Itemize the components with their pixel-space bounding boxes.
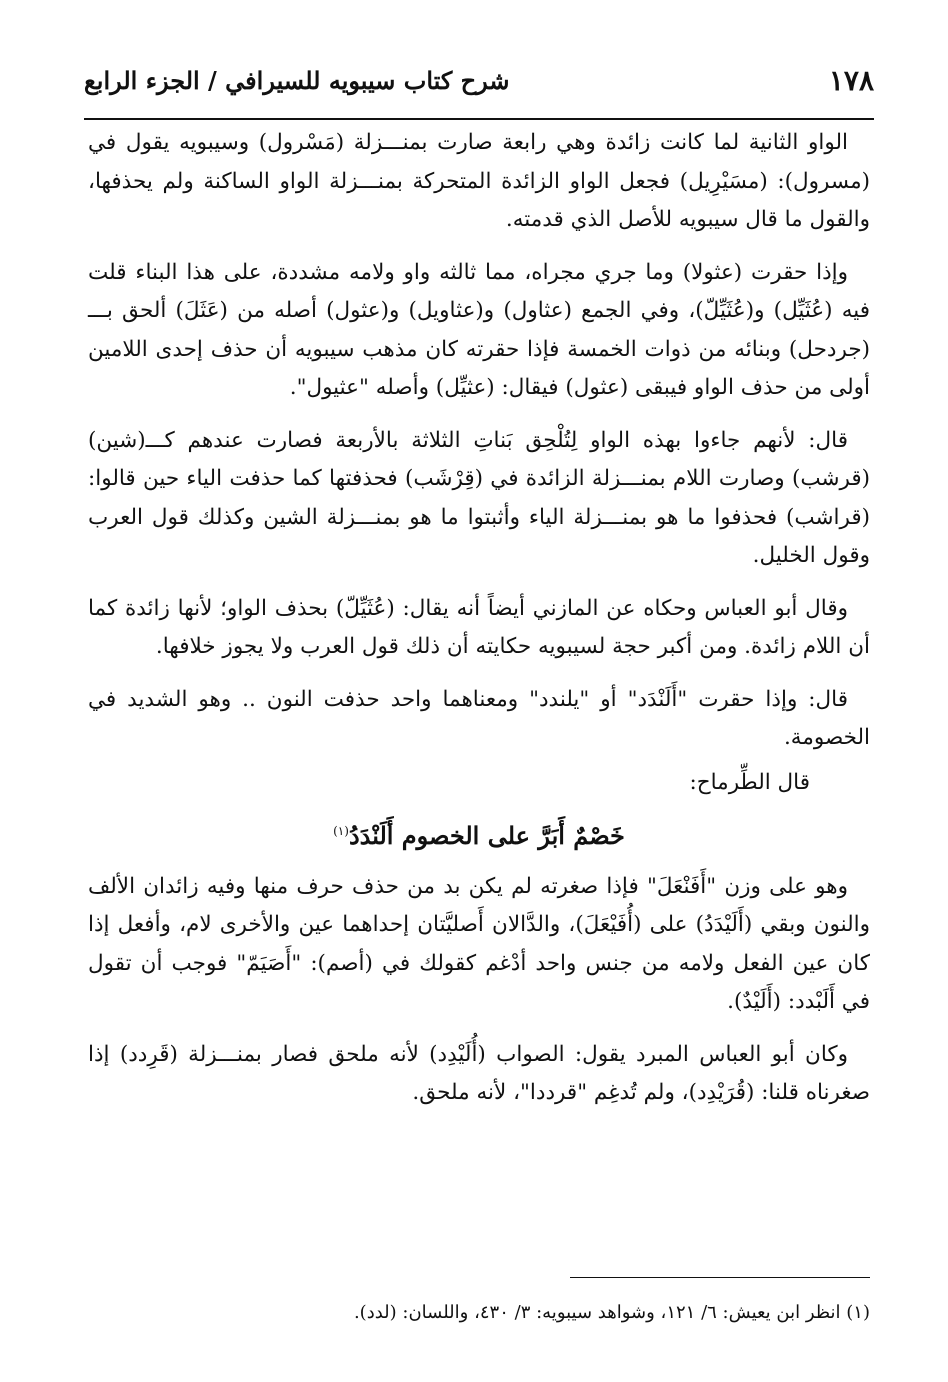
page-body — [88, 124, 870, 1127]
page-header — [84, 60, 874, 118]
header-divider — [84, 118, 874, 120]
paragraph-1: الواو الثانية لما كانت زائدة وهي رابعة صارت بمنـــزلة (مَسْرول) وسيبويه يقول في (مسرول): (مسَيْرِيل) فجعل الواو الزائدة المتحركة بمنـــزلة الواو الساكنة ولم يحذفها، والقول ما قال سيبويه للأصل الذي قدمته. — [88, 130, 870, 232]
page-number: ١٧٨ — [828, 64, 874, 97]
verse-text: خَصْمٌ أَبَرَّ على الخصوم أَلَنْدَدُ — [348, 821, 625, 850]
paragraph-4: وقال أبو العباس وحكاه عن المازني أيضاً أنه يقال: (عُثَيِّلّ) بحذف الواو؛ لأنها زائدة كما أن اللام زائدة. ومن أكبر حجة لسيبويه حكايته أن ذلك قول العرب ولا يجوز خلافها. — [88, 595, 870, 659]
paragraph-7: وكان أبو العباس المبرد يقول: الصواب (أُلَيْدِد) لأنه ملحق فصار بمنـــزلة (قَرِدد) إذا صغرناه قلنا: (قُرَيْدِد)، ولم تُدغِم "قرددا"، لأنه ملحق. — [88, 1041, 870, 1105]
poetry-verse — [88, 812, 870, 856]
paragraph-6: وهو على وزن "أَفَنْعَلَ" فإذا صغرته لم يكن بد من حذف حرف منها وفيه زائدان الألف والنون وبقي (أَلَيْدَدُ) على (أُفَيْعَلَ)، والدَّالان أَصليَّتان إحداهما عين والأخرى لام، وأفعل إذا كان عين الفعل ولامه من جنس واحد أدْغم كقولك في (أصم): "أَصَيَمّ" فوجب أن تقول في أَلَبْدد: (أَلَيْدٌ). — [88, 873, 870, 1014]
paragraph-2: وإذا حقرت (عثولا) وما جري مجراه، مما ثالثه واو ولامه مشددة، على هذا البناء قلت فيه (عُثَيِّل) و(عُثَيِّلّ)، وفي الجمع (عثاول) و(عثاويل) و(عثول) أصله من (عَثَلَ) ألحق بـــ (جردحل) وبنائه من ذوات الخمسة فإذا حقرته كان مذهب سيبويه أن حذف إحدى اللامين أولى من حذف الواو فيبقى (عثول) فيقال: (عثيِّل) وأصله "عثيول". — [88, 259, 870, 400]
footnote-marker: (١) — [333, 824, 349, 838]
footnote: (١) انظر ابن يعيش: ٦/ ١٢١، وشواهد سيبويه: ٣/ ٤٣٠، واللسان: (لدد). — [353, 1302, 870, 1323]
footnote-divider — [570, 1277, 870, 1278]
paragraph-3: قال: لأنهم جاءوا بهذه الواو لِتُلْحِق بَناتِ الثلاثة بالأربعة فصارت عندهم كـــ(شين) (قرشب) وصارت اللام بمنـــزلة الزائدة في (قِرْشَب) فحذفتها كما حذفت الياء حين قالوا: (قراشب) فحذفوا ما هو بمنـــزلة الياء وأثبتوا ما هو بمنـــزلة الشين وكذلك قول العرب وقول الخليل. — [88, 427, 870, 568]
paragraph-5: قال: وإذا حقرت "أَلَنْدَد" أو "يلندد" ومعناهما واحد حذفت النون .. وهو الشديد في الخصومة. — [88, 686, 870, 750]
running-title: شرح كتاب سيبويه للسيرافي / الجزء الرابع — [84, 66, 510, 95]
poet-attribution: قال الطِّرماح: — [689, 769, 810, 795]
